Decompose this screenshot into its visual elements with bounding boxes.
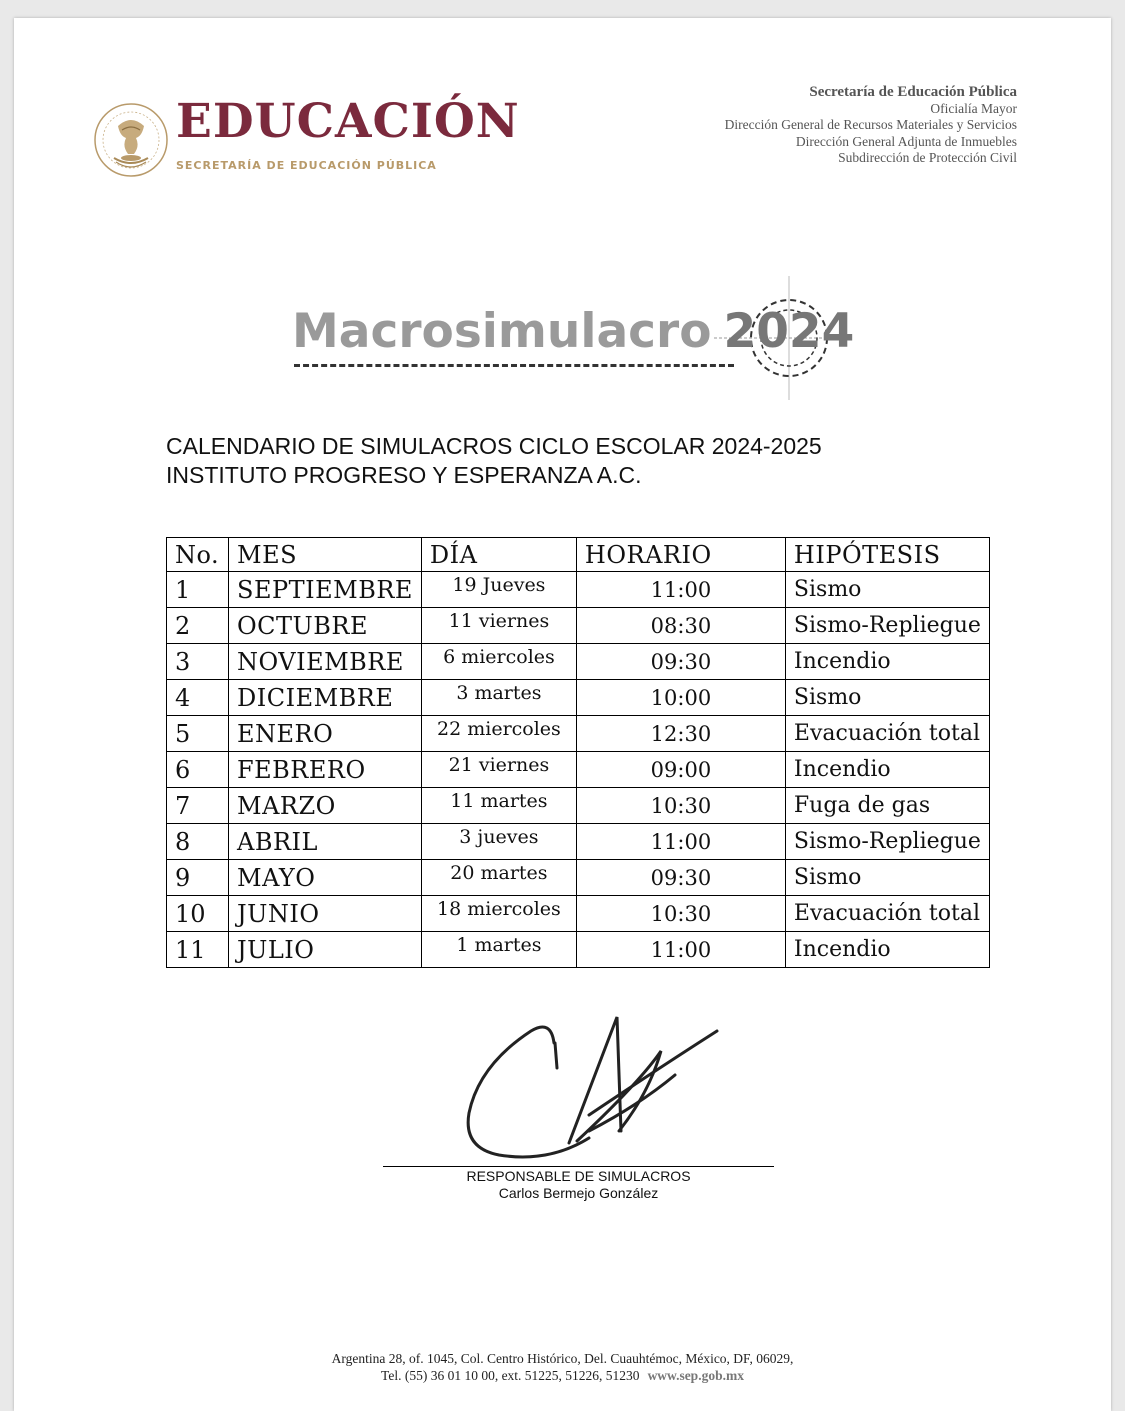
institution-line: Oficialía Mayor bbox=[930, 100, 1017, 116]
cell-horario: 09:30 bbox=[576, 644, 785, 680]
table-row bbox=[167, 572, 990, 608]
cell-no: 5 bbox=[167, 716, 229, 752]
cell-mes: ABRIL bbox=[229, 824, 422, 860]
table-row bbox=[167, 932, 990, 968]
footer bbox=[14, 1350, 1111, 1384]
column-header-mes: MES bbox=[229, 538, 422, 572]
cell-horario: 12:30 bbox=[576, 716, 785, 752]
table-row bbox=[167, 608, 990, 644]
cell-horario: 09:00 bbox=[576, 752, 785, 788]
column-header-hipotesis: HIPÓTESIS bbox=[785, 538, 989, 572]
column-header-no: No. bbox=[167, 538, 229, 572]
column-header-dia: DÍA bbox=[421, 538, 576, 572]
table-row bbox=[167, 860, 990, 896]
table-row bbox=[167, 824, 990, 860]
cell-no: 2 bbox=[167, 608, 229, 644]
cell-horario: 09:30 bbox=[576, 860, 785, 896]
cell-hipotesis: Sismo bbox=[785, 572, 989, 608]
cell-mes: ENERO bbox=[229, 716, 422, 752]
column-header-horario: HORARIO bbox=[576, 538, 785, 572]
logo-subtitle: SECRETARÍA DE EDUCACIÓN PÚBLICA bbox=[176, 159, 437, 172]
cell-hipotesis: Incendio bbox=[785, 644, 989, 680]
cell-horario: 11:00 bbox=[576, 932, 785, 968]
cell-hipotesis: Evacuación total bbox=[785, 716, 989, 752]
cell-hipotesis: Sismo-Repliegue bbox=[785, 608, 989, 644]
cell-no: 3 bbox=[167, 644, 229, 680]
calendar-heading bbox=[166, 432, 822, 490]
cell-horario: 10:30 bbox=[576, 788, 785, 824]
handwritten-signature-icon bbox=[439, 1013, 739, 1163]
cell-hipotesis: Incendio bbox=[785, 752, 989, 788]
cell-mes: NOVIEMBRE bbox=[229, 644, 422, 680]
table-row bbox=[167, 752, 990, 788]
table-row bbox=[167, 644, 990, 680]
document-page bbox=[14, 18, 1111, 1411]
cell-dia: 20 martes bbox=[421, 860, 576, 896]
cell-hipotesis: Sismo-Repliegue bbox=[785, 824, 989, 860]
cell-mes: OCTUBRE bbox=[229, 608, 422, 644]
cell-no: 11 bbox=[167, 932, 229, 968]
logo-title: EDUCACIÓN bbox=[176, 94, 520, 149]
calendar-title: CALENDARIO DE SIMULACROS CICLO ESCOLAR 2024-2025 bbox=[166, 433, 822, 459]
cell-dia: 11 viernes bbox=[421, 608, 576, 644]
mexico-coat-of-arms-icon bbox=[92, 96, 170, 184]
cell-horario: 11:00 bbox=[576, 572, 785, 608]
footer-phone: Tel. (55) 36 01 10 00, ext. 51225, 51226, 51230 bbox=[381, 1368, 640, 1383]
cell-no: 9 bbox=[167, 860, 229, 896]
cell-mes: SEPTIEMBRE bbox=[229, 572, 422, 608]
cell-hipotesis: Fuga de gas bbox=[785, 788, 989, 824]
cell-horario: 10:00 bbox=[576, 680, 785, 716]
title-underline bbox=[294, 364, 734, 367]
institution-line: Subdirección de Protección Civil bbox=[838, 150, 1017, 165]
cell-no: 4 bbox=[167, 680, 229, 716]
cell-dia: 19 Jueves bbox=[421, 572, 576, 608]
cell-mes: MAYO bbox=[229, 860, 422, 896]
table-header-row bbox=[167, 538, 990, 572]
cell-hipotesis: Incendio bbox=[785, 932, 989, 968]
cell-dia: 3 jueves bbox=[421, 824, 576, 860]
cell-dia: 21 viernes bbox=[421, 752, 576, 788]
cell-hipotesis: Sismo bbox=[785, 680, 989, 716]
macrosimulacro-word: Macrosimulacro bbox=[292, 304, 712, 359]
institution-line: Dirección General de Recursos Materiales y Servicios bbox=[724, 117, 1017, 132]
institution-header bbox=[725, 84, 1017, 167]
cell-dia: 18 miercoles bbox=[421, 896, 576, 932]
signature-name: Carlos Bermejo González bbox=[498, 1185, 659, 1201]
cell-horario: 10:30 bbox=[576, 896, 785, 932]
cell-mes: JULIO bbox=[229, 932, 422, 968]
footer-address: Argentina 28, of. 1045, Col. Centro Histórico, Del. Cuauhtémoc, México, DF, 06029, bbox=[331, 1351, 794, 1366]
footer-contact bbox=[14, 1367, 1111, 1384]
cell-mes: DICIEMBRE bbox=[229, 680, 422, 716]
macrosimulacro-year: 2024 bbox=[723, 304, 855, 359]
drill-schedule-table bbox=[166, 537, 990, 968]
macrosimulacro-title bbox=[292, 304, 855, 359]
cell-dia: 6 miercoles bbox=[421, 644, 576, 680]
institution-line: Secretaría de Educación Pública bbox=[809, 84, 1017, 100]
cell-mes: MARZO bbox=[229, 788, 422, 824]
cell-dia: 11 martes bbox=[421, 788, 576, 824]
cell-no: 8 bbox=[167, 824, 229, 860]
institution-line: Dirección General Adjunta de Inmuebles bbox=[795, 133, 1017, 149]
cell-hipotesis: Evacuación total bbox=[785, 896, 989, 932]
cell-no: 7 bbox=[167, 788, 229, 824]
cell-no: 1 bbox=[167, 572, 229, 608]
cell-horario: 08:30 bbox=[576, 608, 785, 644]
cell-no: 6 bbox=[167, 752, 229, 788]
table-row bbox=[167, 716, 990, 752]
cell-mes: FEBRERO bbox=[229, 752, 422, 788]
institute-name: INSTITUTO PROGRESO Y ESPERANZA A.C. bbox=[166, 462, 642, 488]
table-row bbox=[167, 788, 990, 824]
cell-dia: 3 martes bbox=[421, 680, 576, 716]
cell-horario: 11:00 bbox=[576, 824, 785, 860]
signature-role: RESPONSABLE DE SIMULACROS bbox=[466, 1168, 691, 1184]
cell-mes: JUNIO bbox=[229, 896, 422, 932]
footer-url: www.sep.gob.mx bbox=[647, 1368, 744, 1383]
table-row bbox=[167, 680, 990, 716]
cell-dia: 22 miercoles bbox=[421, 716, 576, 752]
education-logo bbox=[176, 94, 520, 172]
cell-hipotesis: Sismo bbox=[785, 860, 989, 896]
table-row bbox=[167, 896, 990, 932]
cell-dia: 1 martes bbox=[421, 932, 576, 968]
signature-line bbox=[383, 1166, 774, 1167]
cell-no: 10 bbox=[167, 896, 229, 932]
